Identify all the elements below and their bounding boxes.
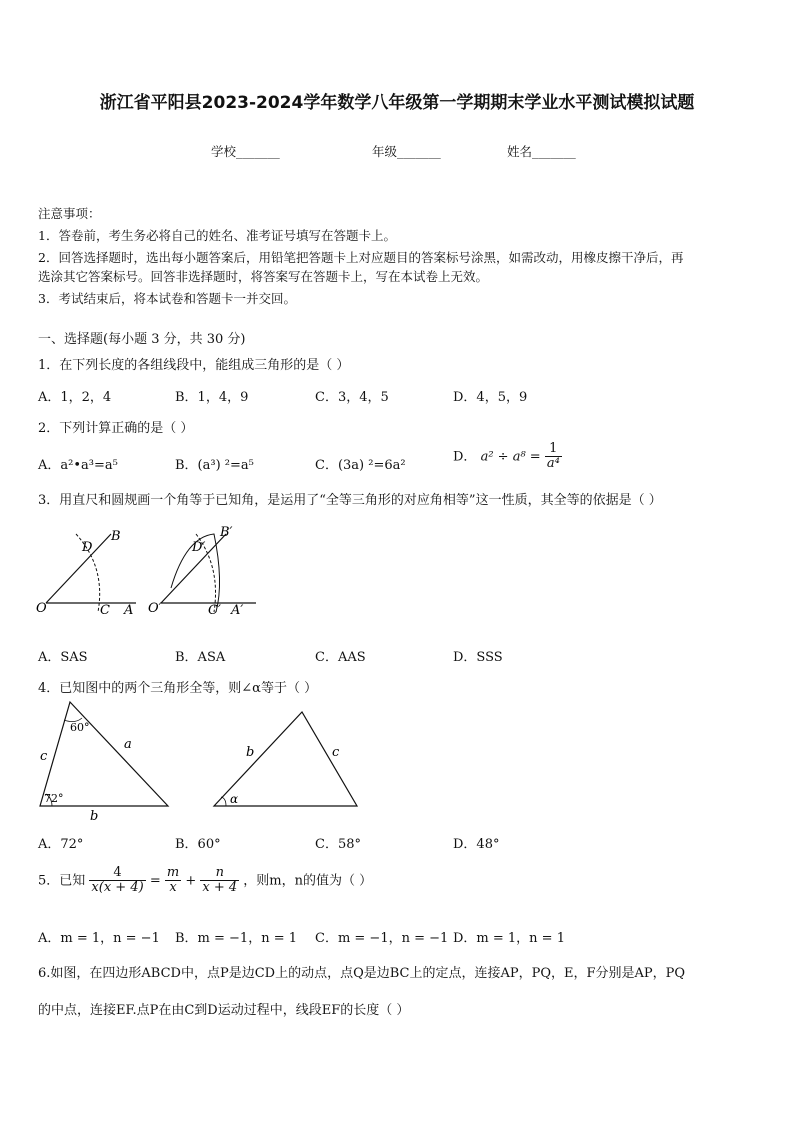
q1-option-b: B．1，4，9 — [175, 390, 249, 405]
notice-item-3: 3．考试结束后，将本试卷和答题卡一并交回。 — [38, 291, 296, 306]
label-o: O — [36, 601, 47, 616]
q2-option-b: B．(a³) ²=a⁵ — [175, 458, 254, 473]
q5-option-c: C．m = −1，n = −1 — [315, 931, 449, 946]
q3-option-d: D．SSS — [453, 650, 503, 665]
q2-option-d — [453, 442, 562, 472]
notice-heading: 注意事项： — [38, 206, 101, 221]
label-c-left: c — [40, 749, 48, 764]
q5-option-d: D．m = 1，n = 1 — [453, 931, 565, 946]
notice-item-2-cont: 选涂其它答案标号。回答非选择题时，将答案写在答题卡上，写在本试卷上无效。 — [38, 269, 489, 284]
label-a-left: a — [124, 737, 132, 752]
q2-option-d-fraction — [545, 442, 562, 472]
triangle-left — [40, 702, 168, 806]
q6-stem-line2: 的中点，连接EF.点P在由C到D运动过程中，线段EF的长度（ ） — [38, 1003, 410, 1018]
q5-option-b: B．m = −1，n = 1 — [175, 931, 298, 946]
page-title: 浙江省平阳县2023-2024学年数学八年级第一学期期末学业水平测试模拟试题 — [99, 93, 695, 113]
school-field: 学校_______ — [211, 144, 280, 159]
q2-option-c: C．(3a) ²=6a² — [315, 458, 406, 473]
label-c: C — [100, 603, 110, 618]
q4-option-c: C．58° — [315, 837, 361, 852]
q5-stem — [38, 866, 372, 896]
q5-prefix: 5．已知 — [38, 873, 86, 889]
label-72: 72° — [44, 792, 64, 805]
q3-option-c: C．AAS — [315, 650, 366, 665]
q5-plus: + — [185, 873, 197, 889]
q3-figure — [36, 522, 266, 622]
grade-field: 年级_______ — [372, 144, 441, 159]
q5-frac3-num: n — [200, 866, 239, 881]
q4-figure — [30, 698, 370, 824]
q5-fraction-3 — [200, 866, 239, 896]
label-d-prime: D′ — [192, 540, 206, 555]
label-a-prime: A′ — [231, 603, 244, 618]
label-alpha: α — [230, 792, 239, 806]
label-c-prime: C′ — [208, 603, 221, 618]
q5-fraction-2 — [165, 866, 181, 896]
ray-ob — [46, 534, 111, 603]
q5-fraction-1 — [89, 866, 145, 896]
q4-option-b: B．60° — [175, 837, 221, 852]
q4-triangle-right — [214, 712, 357, 806]
q2-option-d-prefix: D． — [453, 449, 477, 465]
q5-frac1-den: x(x + 4) — [91, 880, 144, 896]
q2-option-d-numerator: 1 — [545, 442, 562, 457]
label-b-left: b — [90, 809, 99, 824]
q1-stem: 1．在下列长度的各组线段中，能组成三角形的是（ ） — [38, 358, 350, 373]
q1-option-a: A．1，2，4 — [38, 390, 112, 405]
label-c-right: c — [332, 745, 340, 760]
q3-option-b: B．ASA — [175, 650, 226, 665]
label-o-prime: O′ — [148, 601, 162, 616]
q5-frac2-num: m — [166, 865, 180, 880]
q2-stem: 2．下列计算正确的是（ ） — [38, 421, 194, 436]
q4-stem: 4．已知图中的两个三角形全等，则∠α等于（ ） — [38, 681, 318, 696]
section-heading: 一、选择题(每小题 3 分，共 30 分) — [38, 332, 246, 347]
q5-frac1-num: 4 — [89, 866, 145, 881]
q3-figure-left — [36, 529, 136, 618]
q1-option-c: C．3，4，5 — [315, 390, 389, 405]
q3-stem: 3．用直尺和圆规画一个角等于已知角，是运用了“全等三角形的对应角相等”这一性质，其全等的依据是（ ） — [38, 493, 662, 508]
q1-option-d: D．4，5，9 — [453, 390, 528, 405]
q2-option-a: A．a²•a³=a⁵ — [38, 458, 118, 473]
q6-stem-line1: 6.如图，在四边形ABCD中，点P是边CD上的动点，点Q是边BC上的定点，连接AP，PQ，E，F分别是AP，PQ — [38, 966, 686, 981]
q2-option-d-denominator: a⁴ — [546, 456, 560, 472]
label-b-right: b — [246, 745, 255, 760]
q5-equals: = — [149, 873, 161, 889]
q5-frac3-den: x + 4 — [202, 880, 238, 896]
label-a: A — [124, 603, 134, 618]
q4-triangle-left — [40, 702, 168, 824]
q4-option-a: A．72° — [38, 837, 84, 852]
label-60: 60° — [70, 721, 90, 734]
q5-suffix: ，则m，n的值为（ ） — [243, 873, 373, 889]
q4-option-d: D．48° — [453, 837, 500, 852]
q2-option-d-lhs: a² ÷ a⁸ = — [480, 449, 541, 465]
q5-option-a: A．m = 1，n = −1 — [38, 931, 160, 946]
q3-figure-right — [148, 525, 256, 618]
q5-frac2-den: x — [169, 880, 177, 896]
q3-option-a: A．SAS — [38, 650, 88, 665]
notice-item-1: 1．答卷前，考生务必将自己的姓名、准考证号填写在答题卡上。 — [38, 228, 396, 243]
notice-item-2: 2．回答选择题时，选出每小题答案后，用铅笔把答题卡上对应题目的答案标号涂黑，如需改动，用橡皮擦干净后，再 — [38, 250, 684, 265]
name-field: 姓名_______ — [507, 144, 576, 159]
label-d: D — [82, 540, 93, 555]
label-b-prime: B′ — [220, 525, 233, 540]
label-b: B — [111, 529, 121, 544]
